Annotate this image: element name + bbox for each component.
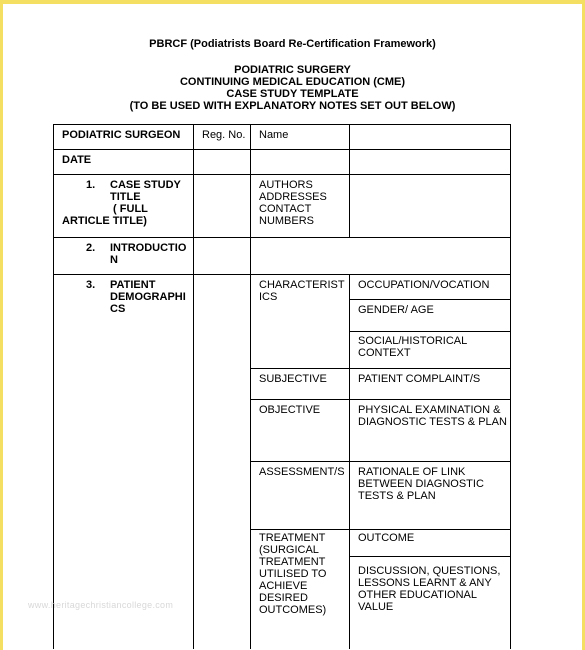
row-divider	[53, 237, 511, 238]
introduction-label: INTRODUCTIO N	[110, 242, 187, 266]
column-divider	[349, 124, 350, 237]
case-study-table	[53, 124, 511, 649]
authors-label: AUTHORS ADDRESSES CONTACT NUMBERS	[259, 179, 327, 227]
watermark-text: www.heritagechristiancollege.com	[28, 600, 174, 610]
section-3-number: 3.	[86, 279, 96, 291]
column-divider	[193, 124, 194, 649]
row-divider	[349, 299, 511, 300]
assessment-label: ASSESSMENT/S	[259, 466, 345, 478]
row-divider	[250, 368, 511, 369]
discussion-label: DISCUSSION, QUESTIONS, LESSONS LEARNT & ANY OTHER EDUCATIONAL VALUE	[358, 565, 501, 613]
section-1-number: 1.	[86, 179, 96, 191]
gender-age-label: GENDER/ AGE	[358, 304, 434, 316]
objective-label: OBJECTIVE	[259, 404, 321, 416]
column-divider	[250, 124, 251, 649]
reg-no-label: Reg. No.	[202, 129, 246, 141]
date-label: DATE	[62, 154, 92, 166]
row-divider	[250, 399, 511, 400]
patient-complaint-label: PATIENT COMPLAINT/S	[358, 373, 481, 385]
rationale-label: RATIONALE OF LINK BETWEEN DIAGNOSTIC TESTS & PLAN	[358, 466, 484, 502]
row-divider	[53, 149, 511, 150]
subjective-label: SUBJECTIVE	[259, 373, 327, 385]
column-divider	[349, 274, 350, 649]
row-divider	[53, 274, 511, 275]
row-divider	[349, 556, 511, 557]
name-label: Name	[259, 129, 289, 141]
document-page	[3, 4, 582, 650]
table-border-right	[510, 124, 511, 649]
occupation-label: OCCUPATION/VOCATION	[358, 279, 490, 291]
heading-line-3: CASE STUDY TEMPLATE	[226, 88, 359, 100]
case-study-title-label: CASE STUDY TITLE ( FULL	[110, 179, 181, 215]
document-title: PBRCF (Podiatrists Board Re-Certification Framework)	[149, 38, 436, 50]
row-divider	[349, 331, 511, 332]
heading-line-4: (TO BE USED WITH EXPLANATORY NOTES SET OUT BELOW)	[129, 100, 456, 112]
physical-examination-label: PHYSICAL EXAMINATION & DIAGNOSTIC TESTS & PLAN	[358, 404, 507, 428]
characteristics-label: CHARACTERIST ICS	[259, 279, 345, 303]
treatment-label: TREATMENT (SURGICAL TREATMENT UTILISED TO ACHIEVE DESIRED OUTCOMES)	[259, 532, 327, 616]
heading-line-2: CONTINUING MEDICAL EDUCATION (CME)	[179, 76, 406, 88]
social-context-label: SOCIAL/HISTORICAL CONTEXT	[358, 335, 468, 359]
podiatric-surgeon-label: PODIATRIC SURGEON	[62, 129, 181, 141]
section-2-number: 2.	[86, 242, 96, 254]
row-divider	[250, 529, 511, 530]
heading-line-1: PODIATRIC SURGERY	[234, 64, 351, 76]
row-divider	[250, 461, 511, 462]
article-title-label: ARTICLE TITLE)	[62, 215, 147, 227]
table-border-left	[53, 124, 54, 649]
outcome-label: OUTCOME	[358, 532, 415, 544]
row-divider	[53, 174, 511, 175]
patient-demographics-label: PATIENT DEMOGRAPHI CS	[110, 279, 186, 315]
table-border-top	[53, 124, 511, 125]
